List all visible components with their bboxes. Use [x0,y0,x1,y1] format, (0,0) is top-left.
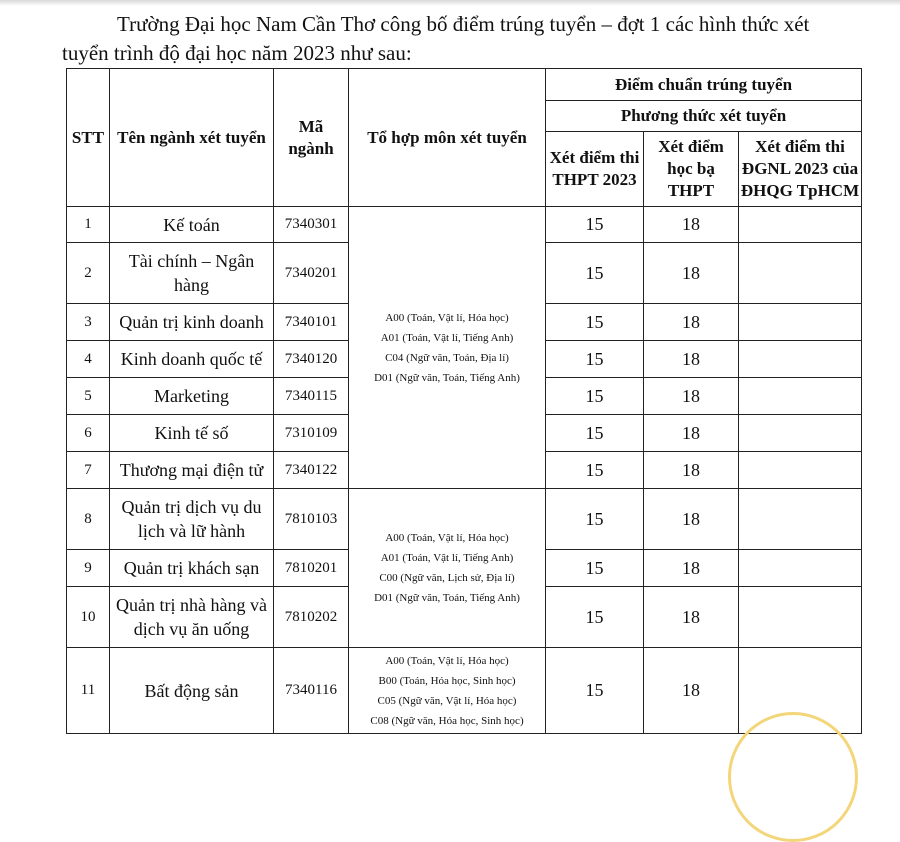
score-thpt: 15 [546,489,644,550]
score-transcript: 18 [644,550,739,587]
score-thpt: 15 [546,341,644,378]
row-major-code: 7340101 [274,304,349,341]
combo-line: A01 (Toán, Vật lí, Tiếng Anh) [380,331,514,344]
row-major-name: Tài chính – Ngân hàng [110,243,274,304]
score-dgnl [739,550,862,587]
score-transcript: 18 [644,304,739,341]
combo-line: C00 (Ngữ văn, Lịch sử, Địa lí) [379,572,515,584]
row-major-name: Marketing [110,378,274,415]
row-stt: 5 [67,378,110,415]
combo-line: A00 (Toán, Vật lí, Hóa học) [385,654,509,667]
score-thpt: 15 [546,452,644,489]
row-major-name: Quản trị nhà hàng và dịch vụ ăn uống [110,587,274,648]
score-thpt: 15 [546,243,644,304]
row-major-code: 7340115 [274,378,349,415]
score-transcript: 18 [644,452,739,489]
subject-combo-group-3 [349,648,546,734]
header-score-group: Điểm chuẩn trúng tuyển [546,69,862,101]
row-stt: 4 [67,341,110,378]
row-major-name: Bất động sản [110,648,274,734]
page-top-edge [0,0,900,6]
score-dgnl [739,489,862,550]
combo-line: C04 (Ngữ văn, Toán, Địa lí) [385,351,509,364]
score-transcript: 18 [644,489,739,550]
score-dgnl [739,452,862,489]
row-major-name: Quản trị dịch vụ du lịch và lữ hành [110,489,274,550]
intro-line-1: Trường Đại học Nam Cần Thơ công bố điểm trúng tuyển – đợt 1 các hình thức xét [117,12,810,36]
row-major-code: 7810202 [274,587,349,648]
row-major-code: 7810103 [274,489,349,550]
score-transcript: 18 [644,415,739,452]
row-major-code: 7340301 [274,207,349,243]
score-dgnl [739,415,862,452]
header-stt: STT [67,69,110,207]
row-major-code: 7810201 [274,550,349,587]
row-stt: 1 [67,207,110,243]
intro-line-2: tuyển trình độ đại học năm 2023 như sau: [62,41,412,65]
combo-line: D01 (Ngữ văn, Toán, Tiếng Anh) [374,592,520,604]
row-major-name: Kinh doanh quốc tế [110,341,274,378]
row-stt: 7 [67,452,110,489]
row-major-code: 7340122 [274,452,349,489]
row-stt: 3 [67,304,110,341]
score-dgnl [739,587,862,648]
table-row [67,648,862,734]
header-major-name: Tên ngành xét tuyển [110,69,274,207]
score-thpt: 15 [546,207,644,243]
combo-line: A00 (Toán, Vật lí, Hóa học) [385,311,509,324]
table-row [67,489,862,550]
row-stt: 6 [67,415,110,452]
header-thpt-exam: Xét điểm thi THPT 2023 [546,132,644,207]
score-dgnl [739,304,862,341]
header-method-group: Phương thức xét tuyển [546,101,862,132]
header-transcript: Xét điểm học bạ THPT [644,132,739,207]
score-dgnl [739,207,862,243]
header-major-code: Mã ngành [274,69,349,207]
row-major-code: 7310109 [274,415,349,452]
combo-line: D01 (Ngữ văn, Toán, Tiếng Anh) [374,371,520,384]
score-transcript: 18 [644,243,739,304]
score-transcript: 18 [644,341,739,378]
row-stt: 9 [67,550,110,587]
score-dgnl [739,243,862,304]
score-transcript: 18 [644,207,739,243]
row-major-name: Kinh tế số [110,415,274,452]
intro-paragraph [62,10,862,68]
header-dgnl: Xét điểm thi ĐGNL 2023 của ĐHQG TpHCM [739,132,862,207]
score-transcript: 18 [644,648,739,734]
row-major-code: 7340120 [274,341,349,378]
subject-combo-group-2 [349,489,546,648]
row-major-code: 7340201 [274,243,349,304]
combo-line: A01 (Toán, Vật lí, Tiếng Anh) [380,552,514,564]
score-thpt: 15 [546,550,644,587]
row-stt: 2 [67,243,110,304]
row-major-name: Kế toán [110,207,274,243]
score-thpt: 15 [546,648,644,734]
row-stt: 8 [67,489,110,550]
row-major-code: 7340116 [274,648,349,734]
combo-line: C05 (Ngữ văn, Vật lí, Hóa học) [377,694,517,707]
header-subject-combo: Tổ hợp môn xét tuyển [349,69,546,207]
table-row [67,207,862,243]
score-transcript: 18 [644,587,739,648]
row-stt: 10 [67,587,110,648]
score-dgnl [739,341,862,378]
row-stt: 11 [67,648,110,734]
decorative-circle-overlay [728,712,858,842]
score-dgnl [739,378,862,415]
score-thpt: 15 [546,378,644,415]
score-thpt: 15 [546,415,644,452]
row-major-name: Quản trị kinh doanh [110,304,274,341]
admission-score-table [66,68,862,734]
combo-line: C08 (Ngữ văn, Hóa học, Sinh học) [370,714,524,727]
subject-combo-group-1 [349,207,546,489]
score-thpt: 15 [546,304,644,341]
combo-line: A00 (Toán, Vật lí, Hóa học) [385,532,509,544]
combo-line: B00 (Toán, Hóa học, Sinh học) [378,674,516,687]
row-major-name: Thương mại điện tử [110,452,274,489]
score-transcript: 18 [644,378,739,415]
score-thpt: 15 [546,587,644,648]
row-major-name: Quản trị khách sạn [110,550,274,587]
